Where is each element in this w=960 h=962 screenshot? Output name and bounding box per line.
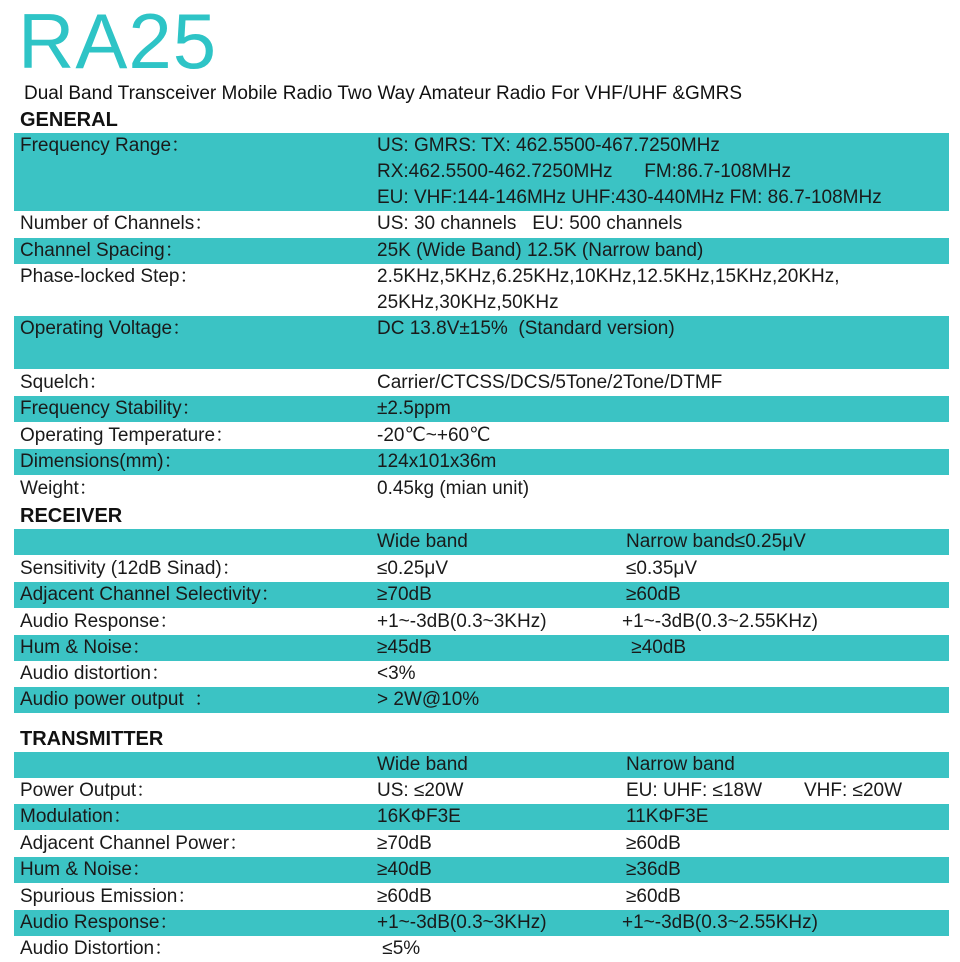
transmitter-row bbox=[14, 831, 949, 857]
spec-row-phase-locked-step bbox=[14, 264, 949, 316]
spec-row-operating-temperature bbox=[14, 423, 949, 449]
spec-value: 124x101x36m bbox=[377, 451, 497, 472]
spec-label: Phase-locked Step： bbox=[20, 266, 199, 287]
transmitter-row bbox=[14, 804, 949, 830]
spec-value-narrow: ≥36dB bbox=[626, 859, 681, 880]
receiver-row bbox=[14, 556, 949, 582]
spec-value-wide: > 2W@10% bbox=[377, 689, 480, 710]
spec-value-wide: +1~-3dB(0.3~3KHz) bbox=[377, 611, 547, 632]
spec-value: US: 30 channels EU: 500 channels bbox=[377, 213, 683, 234]
spec-label: Number of Channels： bbox=[20, 213, 214, 234]
spec-label: Frequency Range： bbox=[20, 135, 191, 156]
section-general-title: GENERAL bbox=[20, 109, 118, 131]
model-title: RA25 bbox=[18, 0, 218, 85]
spec-value-narrow-vhf: VHF: ≤20W bbox=[804, 780, 903, 801]
spec-value-narrow: ≤0.35μV bbox=[626, 558, 698, 579]
spec-value-narrow: ≥60dB bbox=[626, 886, 681, 907]
spec-value-narrow: ≥40dB bbox=[626, 637, 687, 658]
spec-label: Hum & Noise： bbox=[20, 859, 151, 880]
spec-row-operating-voltage bbox=[14, 316, 949, 369]
spec-value-wide: ≥70dB bbox=[377, 584, 432, 605]
spec-label: Sensitivity (12dB Sinad)： bbox=[20, 558, 241, 579]
spec-label: Audio distortion： bbox=[20, 663, 170, 684]
spec-row-channel-spacing bbox=[14, 238, 949, 264]
spec-label: Audio Distortion： bbox=[20, 938, 174, 959]
spec-value: DC 13.8V±15% (Standard version) bbox=[377, 318, 675, 339]
transmitter-row bbox=[14, 857, 949, 883]
spec-label: Adjacent Channel Power： bbox=[20, 833, 249, 854]
spec-label: Frequency Stability： bbox=[20, 398, 201, 419]
spec-value-narrow: EU: UHF: ≤18W bbox=[626, 780, 763, 801]
column-header-wide: Wide band bbox=[377, 531, 468, 552]
column-header-narrow: Narrow band≤0.25μV bbox=[626, 531, 806, 552]
spec-value-narrow: +1~-3dB(0.3~2.55KHz) bbox=[622, 912, 818, 933]
spec-label: Operating Voltage： bbox=[20, 318, 192, 339]
spec-value-wide: ≥45dB bbox=[377, 637, 432, 658]
spec-value: ±2.5ppm bbox=[377, 398, 451, 419]
spec-label: Audio Response： bbox=[20, 611, 179, 632]
receiver-row bbox=[14, 661, 949, 687]
spec-label: Squelch： bbox=[20, 372, 108, 393]
spec-label: Audio power output ： bbox=[20, 689, 214, 710]
spec-value-narrow: 11KΦF3E bbox=[626, 806, 709, 827]
spec-label: Audio Response： bbox=[20, 912, 179, 933]
spec-value-narrow: ≥60dB bbox=[626, 584, 681, 605]
spec-row-frequency-range bbox=[14, 133, 949, 211]
spec-value-wide: US: ≤20W bbox=[377, 780, 464, 801]
transmitter-row bbox=[14, 910, 949, 936]
spec-value-wide: +1~-3dB(0.3~3KHz) bbox=[377, 912, 547, 933]
receiver-row bbox=[14, 687, 949, 713]
spec-value-line: 2.5KHz,5KHz,6.25KHz,10KHz,12.5KHz,15KHz,20KHz, bbox=[377, 266, 840, 287]
column-header-wide: Wide band bbox=[377, 754, 468, 775]
spec-label: Adjacent Channel Selectivity： bbox=[20, 584, 280, 605]
receiver-column-header bbox=[14, 529, 949, 555]
spec-value: Carrier/CTCSS/DCS/5Tone/2Tone/DTMF bbox=[377, 372, 723, 393]
transmitter-row-power-output bbox=[14, 778, 949, 804]
spec-label: Channel Spacing： bbox=[20, 240, 184, 261]
spec-value: -20℃~+60℃ bbox=[377, 425, 491, 446]
spec-value: 0.45kg (mian unit) bbox=[377, 478, 530, 499]
spec-value-line: RX:462.5500-462.7250MHz FM:86.7-108MHz bbox=[377, 161, 791, 182]
spec-value-wide: ≤5% bbox=[377, 938, 421, 959]
spec-row-weight bbox=[14, 476, 949, 502]
spec-label: Weight： bbox=[20, 478, 98, 499]
spec-label: Dimensions(mm)： bbox=[20, 451, 183, 472]
section-transmitter-title: TRANSMITTER bbox=[20, 728, 164, 750]
receiver-row bbox=[14, 635, 949, 661]
spec-value-line: US: GMRS: TX: 462.5500-467.7250MHz bbox=[377, 135, 720, 156]
spec-label: Modulation： bbox=[20, 806, 132, 827]
spec-label: Power Output： bbox=[20, 780, 156, 801]
receiver-row bbox=[14, 609, 949, 635]
product-subtitle: Dual Band Transceiver Mobile Radio Two Way Amateur Radio For VHF/UHF &GMRS bbox=[24, 83, 743, 104]
spec-label: Operating Temperature： bbox=[20, 425, 235, 446]
spec-row-channels bbox=[14, 211, 949, 237]
spec-value-narrow: +1~-3dB(0.3~2.55KHz) bbox=[622, 611, 818, 632]
spec-value-wide: ≥60dB bbox=[377, 886, 432, 907]
spec-label: Hum & Noise： bbox=[20, 637, 151, 658]
spec-value-narrow: ≥60dB bbox=[626, 833, 681, 854]
spec-row-dimensions bbox=[14, 449, 949, 475]
spec-label: Spurious Emission： bbox=[20, 886, 197, 907]
transmitter-column-header bbox=[14, 752, 949, 778]
transmitter-row bbox=[14, 936, 949, 960]
receiver-row bbox=[14, 582, 949, 608]
spec-value-line: 25KHz,30KHz,50KHz bbox=[377, 292, 559, 313]
spec-value-wide: ≤0.25μV bbox=[377, 558, 449, 579]
spec-row-frequency-stability bbox=[14, 396, 949, 422]
spec-value-wide: 16KΦF3E bbox=[377, 806, 461, 827]
spec-value-wide: <3% bbox=[377, 663, 416, 684]
spec-value-line: EU: VHF:144-146MHz UHF:430-440MHz FM: 86.7-108MHz bbox=[377, 187, 882, 208]
spec-value-wide: ≥70dB bbox=[377, 833, 432, 854]
transmitter-row bbox=[14, 884, 949, 910]
spec-row-squelch bbox=[14, 370, 949, 396]
section-receiver-title: RECEIVER bbox=[20, 505, 123, 527]
spec-value: 25K (Wide Band) 12.5K (Narrow band) bbox=[377, 240, 704, 261]
column-header-narrow: Narrow band bbox=[626, 754, 735, 775]
spec-value-wide: ≥40dB bbox=[377, 859, 432, 880]
